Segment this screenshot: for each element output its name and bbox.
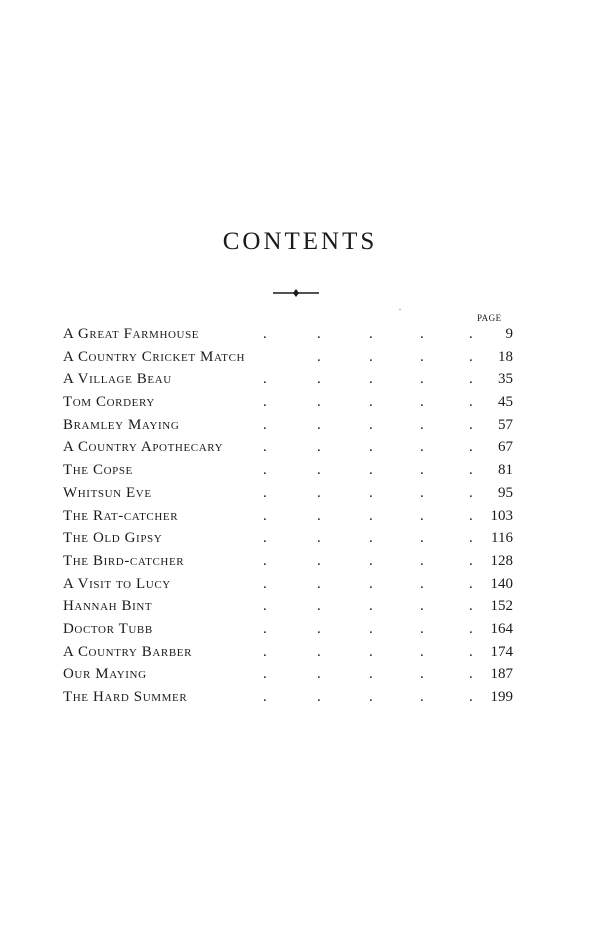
leader-dot: . [369, 620, 373, 637]
toc-entry-page-number: 187 [490, 666, 513, 683]
leader-dot: . [369, 552, 373, 569]
leader-dot: . [263, 598, 267, 615]
print-speck: . [399, 303, 401, 312]
leader-dot: . [369, 575, 373, 592]
toc-entry-page-number: 9 [505, 326, 513, 342]
toc-entry [63, 459, 513, 482]
toc-entry [63, 391, 513, 414]
toc-entry-page-number: 35 [498, 371, 513, 388]
leader-dot: . [469, 598, 473, 615]
leader-dot: . [469, 552, 473, 569]
leader-dot: . [469, 462, 473, 479]
leader-dot: . [420, 575, 424, 592]
toc-entry-page-number: 116 [491, 530, 513, 547]
toc-entry-title: A Country Cricket Match [63, 348, 246, 365]
toc-entry-title: Hannah Bint [63, 598, 153, 615]
leader-dot: . [469, 371, 473, 388]
leader-dot: . [469, 484, 473, 501]
leader-dot: . [263, 620, 267, 637]
leader-dot: . [317, 416, 321, 433]
toc-entry-title: Our Maying [63, 666, 147, 683]
leader-dot: . [369, 348, 373, 365]
leader-dot: . [263, 371, 267, 388]
leader-dot: . [263, 394, 267, 411]
page-column-label: PAGE [477, 313, 502, 323]
leader-dot: . [469, 394, 473, 411]
toc-entry-title: A Visit to Lucy [63, 575, 171, 592]
leader-dot: . [317, 598, 321, 615]
leader-dot: . [263, 507, 267, 524]
toc-entry [63, 573, 513, 596]
leader-dot: . [317, 348, 321, 365]
toc-entry-title: The Rat-catcher [63, 507, 179, 524]
toc-entry [63, 414, 513, 437]
leader-dot: . [369, 507, 373, 524]
leader-dot: . [317, 689, 321, 705]
toc-entry-title: Whitsun Eve [63, 484, 152, 501]
leader-dot: . [317, 575, 321, 592]
toc-entry-page-number: 128 [490, 552, 513, 569]
leader-dot: . [420, 643, 424, 660]
toc-entry [63, 663, 513, 686]
leader-dot: . [420, 439, 424, 456]
leader-dot: . [263, 484, 267, 501]
leader-dot: . [420, 371, 424, 388]
leader-dot: . [317, 620, 321, 637]
leader-dot: . [469, 689, 473, 705]
leader-dot: . [420, 394, 424, 411]
toc-entry-page-number: 57 [498, 416, 513, 433]
leader-dot: . [317, 326, 321, 342]
leader-dot: . [469, 326, 473, 342]
page-title: CONTENTS [222, 228, 378, 255]
toc-entry [63, 527, 513, 550]
toc-entry [63, 686, 513, 709]
leader-dot: . [369, 530, 373, 547]
toc-entry [63, 368, 513, 391]
leader-dot: . [263, 530, 267, 547]
leader-dot: . [420, 416, 424, 433]
leader-dot: . [420, 462, 424, 479]
toc-entry-page-number: 140 [490, 575, 513, 592]
leader-dot: . [420, 326, 424, 342]
leader-dot: . [369, 416, 373, 433]
toc-entry [63, 346, 513, 369]
leader-dot: . [420, 484, 424, 501]
toc-entry-page-number: 18 [498, 348, 513, 365]
leader-dot: . [420, 530, 424, 547]
leader-dot: . [469, 439, 473, 456]
leader-dot: . [263, 643, 267, 660]
toc-entry-page-number: 81 [498, 462, 513, 479]
toc-entry-title: Doctor Tubb [63, 620, 153, 637]
leader-dot: . [369, 666, 373, 683]
leader-dot: . [369, 484, 373, 501]
leader-dot: . [369, 394, 373, 411]
leader-dot: . [469, 575, 473, 592]
leader-dot: . [263, 666, 267, 683]
toc-entry-title: A Village Beau [63, 371, 172, 388]
toc-entry-page-number: 152 [490, 598, 513, 615]
leader-dot: . [469, 348, 473, 365]
toc-entry [63, 641, 513, 664]
leader-dot: . [317, 439, 321, 456]
leader-dot: . [317, 643, 321, 660]
table-of-contents [63, 323, 513, 709]
leader-dot: . [420, 598, 424, 615]
leader-dot: . [263, 575, 267, 592]
toc-entry-title: A Great Farmhouse [63, 326, 200, 342]
toc-entry [63, 505, 513, 528]
leader-dot: . [369, 598, 373, 615]
leader-dot: . [420, 620, 424, 637]
toc-entry-page-number: 67 [498, 439, 513, 456]
toc-entry-title: The Hard Summer [63, 689, 188, 705]
leader-dot: . [263, 689, 267, 705]
leader-dot: . [317, 371, 321, 388]
leader-dot: . [369, 643, 373, 660]
toc-entry-page-number: 199 [490, 689, 513, 705]
leader-dot: . [317, 666, 321, 683]
leader-dot: . [469, 620, 473, 637]
toc-entry-title: The Old Gipsy [63, 530, 163, 547]
toc-entry [63, 618, 513, 641]
toc-entry [63, 550, 513, 573]
leader-dot: . [469, 643, 473, 660]
leader-dot: . [369, 689, 373, 705]
toc-entry-title: Tom Cordery [63, 394, 155, 411]
leader-dot: . [420, 689, 424, 705]
leader-dot: . [369, 439, 373, 456]
toc-entry [63, 323, 513, 346]
toc-entry-title: A Country Barber [63, 643, 193, 660]
toc-entry [63, 436, 513, 459]
toc-entry-title: A Country Apothecary [63, 439, 224, 456]
leader-dot: . [317, 552, 321, 569]
toc-entry [63, 482, 513, 505]
toc-entry-title: The Copse [63, 462, 133, 479]
divider-ornament-icon [273, 288, 319, 298]
toc-entry-title: Bramley Maying [63, 416, 180, 433]
leader-dot: . [317, 484, 321, 501]
leader-dot: . [369, 371, 373, 388]
leader-dot: . [317, 507, 321, 524]
leader-dot: . [420, 552, 424, 569]
toc-entry-page-number: 103 [490, 507, 513, 524]
leader-dot: . [369, 326, 373, 342]
leader-dot: . [469, 666, 473, 683]
leader-dot: . [369, 462, 373, 479]
toc-entry [63, 595, 513, 618]
leader-dot: . [469, 416, 473, 433]
toc-entry-page-number: 45 [498, 394, 513, 411]
leader-dot: . [317, 394, 321, 411]
toc-entry-page-number: 174 [490, 643, 513, 660]
leader-dot: . [263, 326, 267, 342]
leader-dot: . [317, 530, 321, 547]
toc-entry-page-number: 164 [490, 620, 513, 637]
leader-dot: . [420, 666, 424, 683]
leader-dot: . [263, 439, 267, 456]
leader-dot: . [469, 530, 473, 547]
leader-dot: . [317, 462, 321, 479]
leader-dot: . [263, 552, 267, 569]
toc-entry-title: The Bird-catcher [63, 552, 185, 569]
leader-dot: . [263, 416, 267, 433]
leader-dot: . [469, 507, 473, 524]
leader-dot: . [420, 348, 424, 365]
toc-entry-page-number: 95 [498, 484, 513, 501]
leader-dot: . [420, 507, 424, 524]
leader-dot: . [263, 462, 267, 479]
